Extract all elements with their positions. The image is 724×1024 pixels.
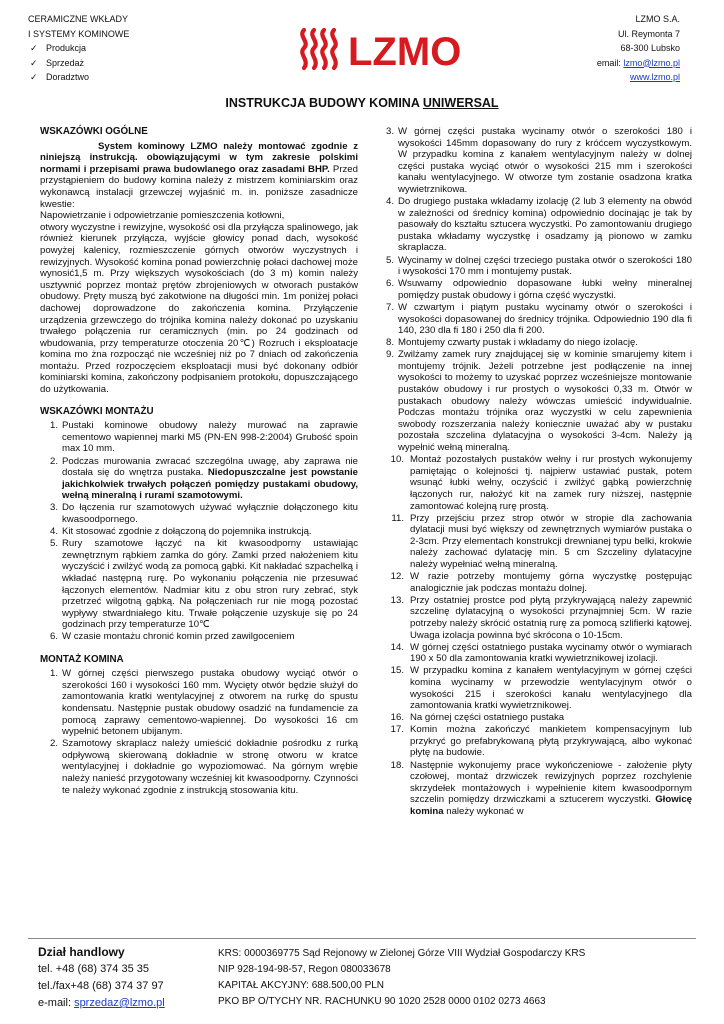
header-checklist-item: ✓ Sprzedaż: [28, 56, 129, 71]
logo-wave-3: [322, 30, 325, 68]
title-model-name: UNIWERSAL: [422, 96, 499, 110]
checkmark-icon: ✓: [30, 57, 38, 68]
mounting-guidelines-heading: WSKAZÓWKI MONTAŻU: [40, 405, 154, 417]
list-item: 2. Podczas murowania zwracać szczególna uwagę, aby zaprawa nie dostała się do wnętrza pustaka. Niedopuszczalne jest powstanie jakichkolwiek trwałych połączeń pomiędzy pustakami obudowy, wełną mineralną i rurami szamotowymi.: [49, 455, 359, 502]
header-right-block: [597, 12, 680, 85]
list-item: 8. Montujemy czwarty pustak i wkładamy do niego izolację.: [385, 337, 638, 349]
company-street: Ul. Reymonta 7: [617, 28, 680, 39]
header-tagline-2: I SYSTEMY KOMINOWE: [28, 28, 130, 39]
checkmark-icon: ✓: [30, 72, 38, 82]
header-left-block: [28, 12, 129, 85]
logo-wave-4: [332, 30, 335, 68]
logo-wave-2: [312, 30, 315, 68]
header-checklist-item: ✓ Doradztwo: [28, 70, 129, 85]
list-item: 4. Do drugiego pustaka wkładamy izolację (2 lub 3 elementy na obwód w zależności od średnicy komina) odpowiednio docinając je tak by pasowały do kształtu sztucera wyczystki. Po zamontowaniu drugiego pustaka wkładamy wyczystkę i osadzamy ją pionowo w zamku skraplacza.: [385, 196, 692, 254]
chimney-assembly-list: [40, 668, 358, 796]
logo-text: LZMO: [348, 30, 462, 72]
list-item: 13. Przy ostatniej prostce pod płytą przykrywającą należy zapewnić szczelinę dylatacyjną o wysokości przynajmniej 5cm. W razie potrzeby należy skrócić ostatnią rurę za pomocą szlifierki kątowej. Uwaga izolacja powinna być skrócona o 10-15cm.: [390, 594, 692, 641]
lzmo-logo: [296, 26, 486, 72]
checkmark-icon: ✓: [30, 43, 38, 53]
left-column: [40, 126, 358, 797]
list-item: 11. Przy przejściu przez strop otwór w stropie dla zachowania dylatacji musi być większy od zewnętrznych wymiarów pustaka o 2-3cm. Przy elementach konstrukcji drewnianej typu belki, krokwie należy zachować dylatację min. 5 cm Szczeliny dylatacyjne należy wypełniać wełną mineralną.: [391, 512, 692, 570]
krs-info: KRS: 0000369775 Sąd Rejonowy w Zielonej Górze VIII Wydział Gospodarczy KRS: [218, 948, 586, 959]
sales-phone: tel. +48 (68) 374 35 35: [38, 963, 149, 975]
footer-sales-block: [38, 944, 165, 1012]
list-item: 16. Na górnej części ostatniego pustaka: [390, 712, 565, 724]
list-item: 5. Wycinamy w dolnej części trzeciego pustaka otwór o szerokości 180 i wysokości 170 mm i montujemy pustak.: [385, 254, 692, 278]
general-intro-paragraph: System kominowy LZMO należy montować zgodnie z niniejszą instrukcją. obowiązującymi w tym zakresie polskimi normami i przepisami prawa budowlanego oraz zasadami BHP. Przed przystąpieniem do budowy komina należy z mistrzem kominiarskim oraz wykonawcą instalacji grzewczej wyjaśnić m. in. poniższe zasadnicze kwestie:: [40, 140, 358, 210]
nip-regon-info: NIP 928-194-98-57, Regon 080033678: [218, 964, 391, 975]
general-guidelines-heading: WSKAZÓWKI OGÓLNE: [40, 126, 148, 137]
right-column: [380, 126, 692, 819]
list-item: 2. Szamotowy skraplacz należy umieścić dokładnie pośrodku z rurką odpływową skierowaną dokładnie w stronę otworu w kratce wentylacyjnej i dokładnie go wypoziomować. Na górnym wrębie należy nanieść przygotowany wcześniej kit kwasoodporny. Czynności te należy wykonać zgodnie z instrukcją stosowania kitu.: [49, 738, 358, 796]
footer-registry-block: [218, 946, 585, 1010]
chimney-assembly-heading: MONTAŻ KOMINA: [40, 653, 124, 665]
list-item: 6. Wsuwamy odpowiednio dopasowane łubki wełny mineralnej pomiędzy pustak obudowy i górna część wyczystki.: [385, 278, 692, 301]
sales-fax: tel./fax+48 (68) 374 37 97: [38, 980, 164, 992]
company-city: 68-300 Lubsko: [620, 43, 680, 53]
list-item: 3. W górnej części pustaka wycinamy otwór o szerokości 180 i wysokości 145mm dopasowany do rury z króćcem wyczystkowym. W przypadku komina z kanałem wentylacyjnym należy w dolnej części pustaka wyciąć otwór o wysokości 215 mm i szerokości kanału wentylacyjnego. W otworze tym zostanie osadzona kratka wywietrznikowa.: [385, 126, 692, 195]
header-checklist-item: ✓ Produkcja: [28, 41, 129, 56]
list-item: 9. Zwilżamy zamek rury znajdującej się w kominie smarujemy kitem i montujemy trójnik. Jeżeli potrzebne jest podłączenie na innej wysokości to możemy to uzyskać poprzez wcześniejsze montowanie pustaków obudowy i rur prostych o wysokości 0,33 m. Otwór w pustakach obudowy należy wówczas umieścić indywidualnie. Podczas montażu trójnika oraz wyczystki w celu zapewnienia swobody rozszerzania należy koniecznie uważać aby w pustaku pozostała szczelina dylatacyjna o wysokości 3-4cm. Należy ją wypełnić wełną mineralną.: [385, 349, 692, 454]
logo-wave-1: [302, 30, 305, 68]
list-item: 4. Kit stosować zgodnie z dołączoną do pojemnika instrukcją.: [49, 526, 312, 538]
footer-divider: [28, 938, 696, 939]
list-item: 15. W przypadku komina z kanałem wentylacyjnym w górnej części komina wycinamy w przewodzie wentylacyjnym otwór o wysokości 215 i szerokości kanału wentylacyjnego dla zamontowania kratki wywietrznikowej.: [390, 665, 692, 712]
sales-dept-heading: Dział handlowy: [38, 945, 125, 959]
list-item: 10. Montaż pozostałych pustaków wełny i rur prostych wykonujemy pamiętając o kolejności tj. najpierw ustawiać pustak, potem wsunąć łubki wełny, oczyścić i zwilżyć gąbką powierzchnię łączonych rur, nałożyć kit na zamek rury niższej, następnie zamontować kolejną rurę prostą.: [390, 454, 692, 512]
list-item: 5. Rury szamotowe łączyć na kit kwasoodporny ustawiając zewnętrznym rąbkiem zamka do góry. Zamki przed nałożeniem kitu wyczyścić i zwilżyć wodą za pomocą gąbki. Kit nakładać szpachelką i wkładać następną rurę. Po wykonaniu połączenia nie przesuwać łączonych elementów. Nadmiar kitu z obu stron rury zebrać, styk przetrzeć wilgotną gąbką. Na połączeniach rur nie mogą pozostać wypływy stwardniałego kitu. Trwałe połączenie uzyskuje się po 24 godzinach przy temperaturze 10℃: [49, 538, 358, 631]
header-tagline-1: CERAMICZNE WKŁADY: [28, 14, 129, 24]
share-capital-info: KAPITAŁ AKCYJNY: 688.500,00 PLN: [218, 980, 385, 991]
company-email-line: email: lzmo@lzmo.pl: [596, 57, 680, 68]
list-item: 3. Do łączenia rur szamotowych używać wyłącznie dołączonego kitu kwasoodpornego.: [49, 502, 358, 525]
bank-account-info: PKO BP O/TYCHY NR. RACHUNKU 90 1020 2528 0000 0102 0273 4663: [218, 996, 546, 1007]
company-email-link[interactable]: lzmo@lzmo.pl: [623, 57, 680, 68]
list-item: 12. W razie potrzeby montujemy górna wyczystkę postępując analogicznie jak podczas montażu dolnej.: [390, 571, 692, 594]
list-item: 6. W czasie montażu chronić komin przed zawilgoceniem: [49, 631, 295, 643]
page-title: INSTRUKCJA BUDOWY KOMINA UNIWERSAL: [225, 96, 499, 110]
company-name: LZMO S.A.: [635, 14, 680, 24]
mounting-guidelines-list: [40, 420, 358, 643]
list-item: 1. W górnej części pierwszego pustaka obudowy wyciąć otwór o szerokości 160 i wysokości 160 mm. Wycięty otwór będzie służył do zamontowania kratki wentylacyjnej z otworem na rurkę do spustu kondensatu. Następnie pustak obudowy osadzić na fundamencie za pomocą zaprawy cementowo-wapiennej. Do wysokości 16 cm wypełnić betonem ubijanym.: [49, 668, 358, 738]
list-item: 17. Komin można zakończyć mankietem kompensacyjnym lub przykryć go prefabrykowaną płytą przykrywającą, albo wykonać płytę na budowie.: [390, 724, 692, 759]
list-item: 14. W górnej części ostatniego pustaka wycinamy otwór o wymiarach 190 x 50 dla zamontowania kratki wywietrznikowej izolacji.: [390, 641, 692, 665]
list-item: 1. Pustaki kominowe obudowy należy murować na zaprawie cementowo wapiennej marki M5 (PN-EN 998-2:2004) Grubość spoin max 10 mm.: [49, 420, 358, 455]
list-item: 18. Następnie wykonujemy prace wykończeniowe - założenie płyty czołowej, montaż drzwiczek rewizyjnych poprzez rozchylenie skrzydełek montażowych i wypełnienie kitem kwasoodpornym szczelin pomiędzy drzwiczkami a sztucerem wyczystki. Głowicę komina należy wykonać w: [390, 759, 692, 817]
general-paragraph: Napowietrzanie i odpowietrzanie pomieszczenia kotłowni,: [40, 210, 285, 222]
list-item: 7. W czwartym i piątym pustaku wycinamy otwór o szerokości i wysokości dopasowanej do średnicy trójnika. Odpowiednio 190 dla fi 140, 230 dla fi 180 i 250 dla fi 200.: [385, 301, 692, 337]
general-paragraph: otwory wyczystne i rewizyjne, wysokość osi dla przyłącza spalinowego, jak również kierunek przyłącza, wyjście głowicy ponad dach, wysokość powyżej kalenicy, rozmieszczenie górnych otworów wyczystnych i rewizyjnych. Wysokość komina ponad powierzchnię połaci dachowej może wynosić1,5 m. Przy większych wysokościach (do 3 m) komin należy usztywnić poprzez montaż prętów zbrojeniowych w otworach pustaków obudowy. Pręty muszą być zakotwione na długości min. 1m poniżej połaci dachowej doprowadzone do zakończenia komina. Przyłączenie urządzenia grzewczego do trójnika komina należy dokonać po uzyskaniu trwałego połączenia rur ceramicznych (min. po 24 godzinach od wbudowania, przy temperaturze otoczenia 20℃) Rozruch i eksploatacje komina mo żna rozpocząć nie wcześniej niż po 7 dniach od zakończenia montażu. Przed rozpoczęciem eksploatacji musi być dokonany odbiór kominiarski komina, zakończony podpisaniem protokołu, dopuszczającego do użytkowania.: [40, 221, 358, 396]
sales-email-link[interactable]: sprzedaz@lzmo.pl: [74, 997, 165, 1009]
sales-email-line: e-mail: sprzedaz@lzmo.pl: [38, 997, 165, 1009]
company-website-link[interactable]: www.lzmo.pl: [629, 72, 680, 82]
chimney-assembly-list-continued: [380, 126, 692, 819]
